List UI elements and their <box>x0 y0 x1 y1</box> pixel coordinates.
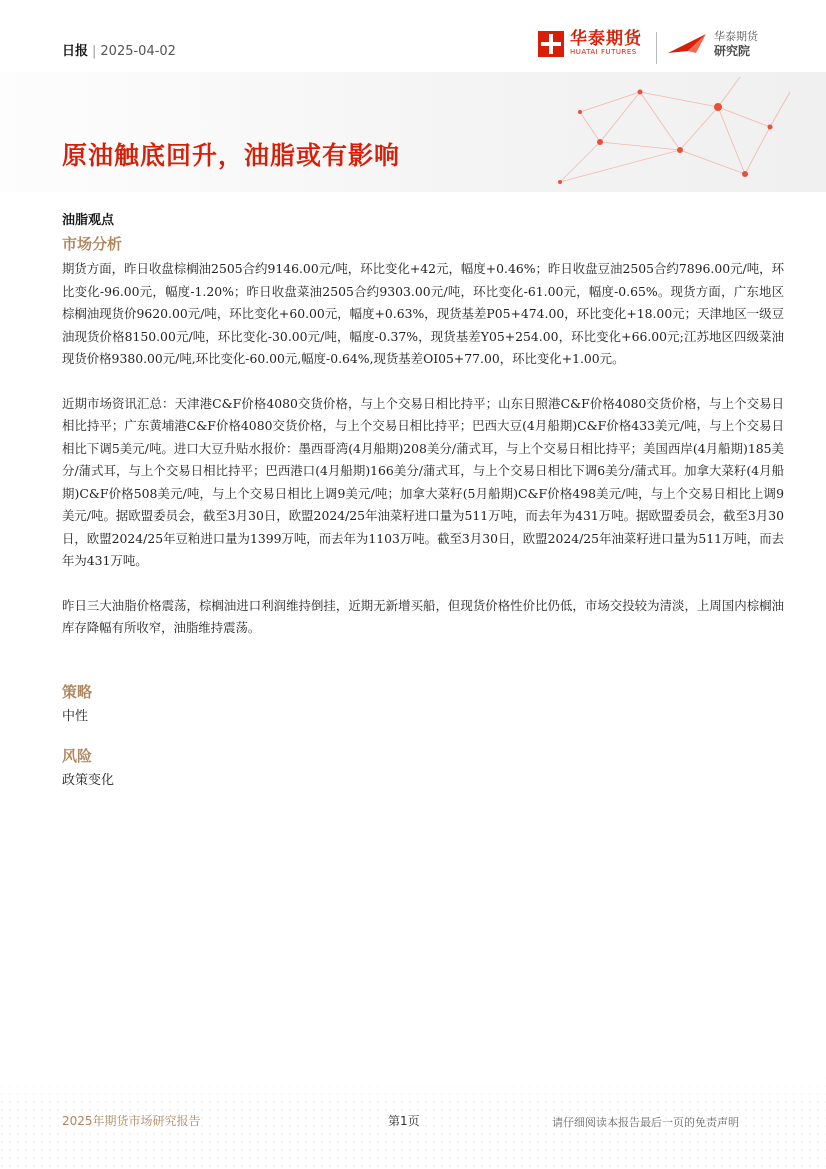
market-paragraph-summary: 昨日三大油脂价格震荡，棕榈油进口利润维持倒挂，近期无新增买船，但现货价格性价比仍低，市场交投较为清淡，上周国内棕榈油库存降幅有所收窄，油脂维持震荡。 <box>62 597 784 635</box>
institute-line1: 华泰期货 <box>714 30 758 43</box>
company-name-en: HUATAI FUTURES <box>570 48 637 56</box>
page-number: 第1页 <box>388 1114 420 1128</box>
footer-report-name: 2025年期货市场研究报告 <box>62 1114 201 1128</box>
institute-swoosh-icon <box>666 31 710 57</box>
market-analysis-heading: 市场分析 <box>62 235 123 253</box>
header-separator: | <box>92 44 97 59</box>
report-type: 日报 <box>62 44 89 59</box>
logo-divider <box>656 32 657 64</box>
strategy-text: 中性 <box>62 708 89 724</box>
section-label: 油脂观点 <box>62 213 115 228</box>
research-institute-logo <box>666 30 758 58</box>
market-paragraph-futures: 期货方面，昨日收盘棕榈油2505合约9146.00元/吨，环比变化+42元，幅度+0.46%；昨日收盘豆油2505合约7896.00元/吨，环比变化-96.00元，幅度-1.20%；昨日收盘菜油2505合约9303.00元/吨，环比变化-61.00元，幅度-0.65%。现货方面，广东地区棕榈油现货价9620.00元/吨，环比变化+60.00元，幅度+0.63%，现货基差P05+474.00，环比变化+18.00元；天津地区一级豆油现货价格8150.00元/吨，环比变化-30.00元/吨，幅度-0.37%，现货基差Y05+254.00，环比变化+66.00元;江苏地区四级菜油现货价格9380.00元/吨,环比变化-60.00元,幅度-0.64%,现货基差OI05+77.00，环比变化+1.00元。 <box>62 261 784 366</box>
market-paragraph-news: 近期市场资讯汇总：天津港C&F价格4080交货价格，与上个交易日相比持平；山东日照港C&F价格4080交货价格，与上个交易日相比持平；广东黄埔港C&F价格4080交货价格，与上个交易日相比持平；巴西大豆(4月船期)C&F价格433美元/吨，与上个交易日相比下调5美元/吨。进口大豆升贴水报价：墨西哥湾(4月船期)208美分/蒲式耳，与上个交易日相比持平；美国西岸(4月船期)185美分/蒲式耳，与上个交易日相比持平；巴西港口(4月船期)166美分/蒲式耳，与上个交易日相比下调6美分/蒲式耳。加拿大菜籽(4月船期)C&F价格508美元/吨，与上个交易日相比上调9美元/吨；加拿大菜籽(5月船期)C&F价格498美元/吨，与上个交易日相比上调9美元/吨。据欧盟委员会，截至3月30日，欧盟2024/25年油菜籽进口量为511万吨，而去年为431万吨。据欧盟委员会，截至3月30日，欧盟2024/25年豆粕进口量为1399万吨，而去年为1103万吨。截至3月30日，欧盟2024/25年油菜籽进口量为511万吨，而去年为431万吨。 <box>62 395 784 568</box>
report-body <box>62 212 784 792</box>
company-name-cn: 华泰期货 <box>570 29 642 49</box>
strategy-heading: 策略 <box>62 682 93 701</box>
institute-line2: 研究院 <box>714 44 751 58</box>
huatai-cross-icon <box>538 31 564 57</box>
huatai-futures-logo <box>538 30 642 57</box>
page-title: 原油触底回升，油脂或有影响 <box>62 141 401 170</box>
risk-heading: 风险 <box>62 746 93 765</box>
title-banner <box>0 72 826 192</box>
disclaimer-note: 请仔细阅读本报告最后一页的免责声明 <box>552 1116 739 1129</box>
report-header <box>62 40 176 59</box>
risk-text: 政策变化 <box>62 772 115 788</box>
report-date: 2025-04-02 <box>100 44 176 59</box>
